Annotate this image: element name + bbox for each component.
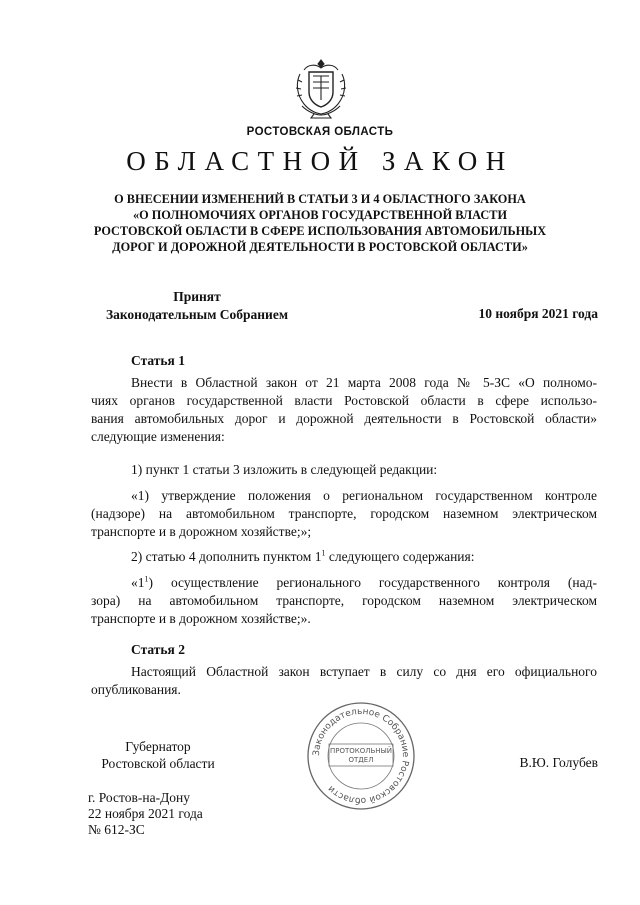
law-title-line: ДОРОГ И ДОРОЖНОЙ ДЕЯТЕЛЬНОСТИ В РОСТОВСКОЙ ОБЛАСТИ»	[112, 240, 528, 254]
law-number: № 612-ЗС	[88, 822, 145, 837]
document-type: ОБЛАСТНОЙ ЗАКОН	[126, 146, 514, 176]
position-line1: Губернатор	[125, 739, 191, 754]
text-line	[91, 548, 597, 566]
sign-date: 22 ноября 2021 года	[88, 806, 203, 821]
text-line: «1) утверждение положения о региональном государственном контроле	[131, 488, 597, 503]
text-line: чиях органов государственной власти Ростовской области в сфере использо-	[91, 393, 597, 408]
text-line: опубликования.	[91, 682, 181, 697]
text-line: 1) пункт 1 статьи 3 изложить в следующей редакции:	[131, 462, 438, 477]
article-2-text	[91, 663, 597, 699]
article-1-item1-text	[91, 487, 597, 541]
item2-text-pre: «1	[131, 575, 145, 590]
text-line: вания автомобильных дорог и дорожной деятельности в Ростовской области»	[91, 411, 597, 426]
place-date-block	[88, 790, 203, 838]
position-line2: Ростовской области	[101, 756, 215, 771]
item2-post: следующего содержания:	[325, 549, 475, 564]
adoption-line1: Принят	[173, 289, 221, 304]
adoption-block	[92, 288, 302, 324]
text-line	[91, 574, 597, 592]
text-line: транспорте и в дорожном хозяйстве;».	[91, 611, 311, 626]
law-title-line: «О ПОЛНОМОЧИЯХ ОРГАНОВ ГОСУДАРСТВЕННОЙ ВЛАСТИ	[132, 208, 508, 222]
coat-of-arms-icon	[290, 56, 352, 120]
item2-text-line1: ) осуществление регионального государственного контроля (над-	[148, 575, 597, 590]
article-1-intro	[91, 374, 597, 446]
stamp-ring-text: Законодательное Собрание Ростовской области	[311, 706, 411, 806]
city: г. Ростов-на-Дону	[88, 790, 191, 805]
region-name: РОСТОВСКАЯ ОБЛАСТЬ	[246, 126, 394, 138]
adoption-line2: Законодательным Собранием	[105, 307, 289, 322]
stamp-inner-line1: ПРОТОКОЛЬНЫЙ	[329, 747, 393, 755]
item2-sup: 1	[321, 548, 326, 558]
text-line: следующие изменения:	[91, 429, 225, 444]
law-title-line: О ВНЕСЕНИИ ИЗМЕНЕНИЙ В СТАТЬИ 3 И 4 ОБЛАСТНОГО ЗАКОНА	[114, 192, 526, 206]
article-1-item1	[91, 461, 597, 479]
article-1-item2-text	[91, 574, 597, 628]
text-line: Внести в Областной закон от 21 марта 2008 года № 5-ЗС «О полномо-	[131, 375, 597, 390]
law-title-line: РОСТОВСКОЙ ОБЛАСТИ В СФЕРЕ ИСПОЛЬЗОВАНИЯ АВТОМОБИЛЬНЫХ	[93, 224, 547, 238]
article-2-heading: Статья 2	[131, 642, 185, 657]
stamp-inner-line2: ОТДЕЛ	[348, 756, 374, 764]
text-line: транспорте и в дорожном хозяйстве;»;	[91, 524, 312, 539]
text-line: (надзоре) на автомобильном транспорте, городском наземном электрическом	[91, 506, 597, 521]
adoption-date: 10 ноября 2021 года	[478, 306, 598, 321]
text-line: Настоящий Областной закон вступает в силу со дня его официального	[131, 664, 597, 679]
article-1-item2	[91, 548, 597, 566]
article-1-heading: Статья 1	[131, 353, 185, 368]
item2-pre: 2) статью 4 дополнить пунктом 1	[131, 549, 322, 564]
text-line: зора) на автомобильном транспорте, городском наземном электрическом	[91, 593, 597, 608]
law-title	[80, 191, 560, 255]
signatory-name: В.Ю. Голубев	[519, 755, 598, 770]
signatory-position	[88, 738, 228, 772]
seal-stamp	[305, 700, 417, 812]
item2-text-sup: 1	[144, 574, 149, 584]
